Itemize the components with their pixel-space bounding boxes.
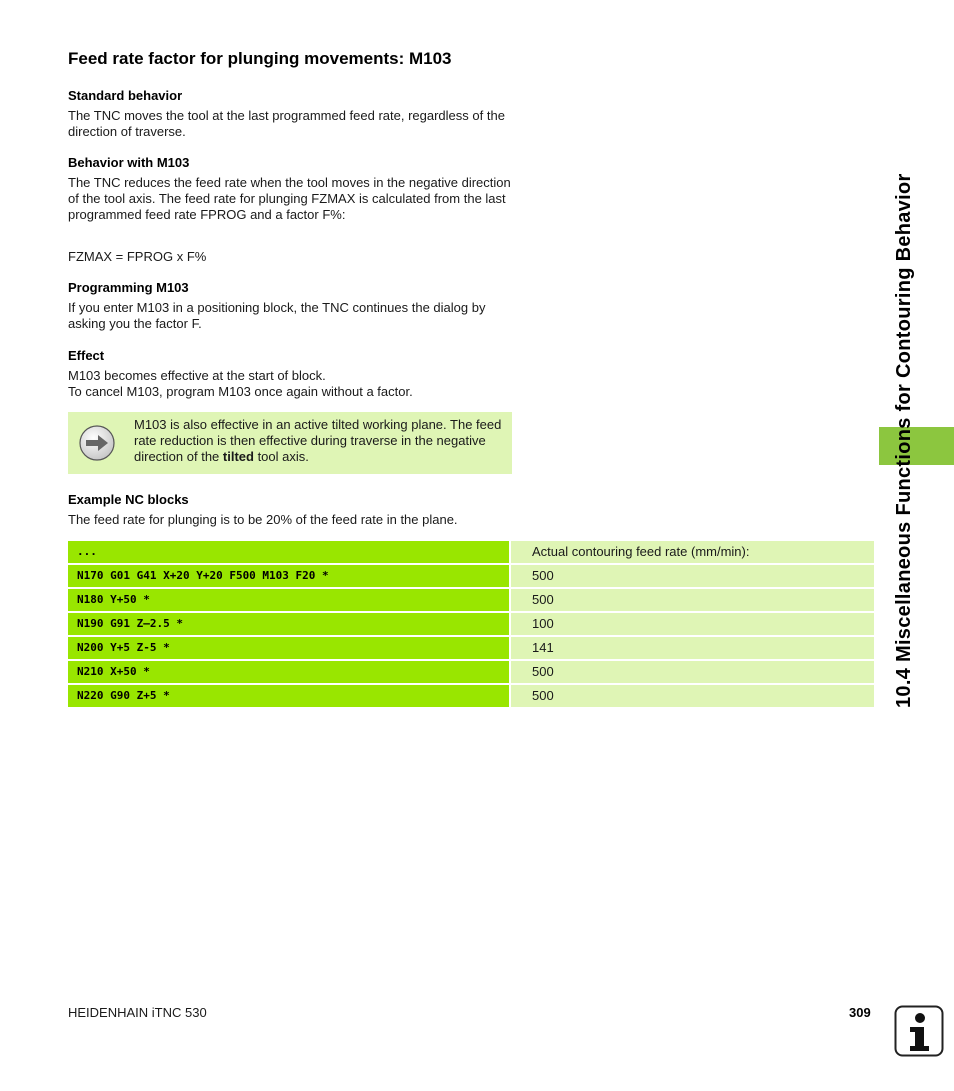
table-row [68,613,874,635]
nc-code-cell: N190 G91 Z–2.5 * [68,613,509,635]
note-bold-word: tilted [222,449,254,464]
text-example-nc-blocks: The feed rate for plunging is to be 20% of the feed rate in the plane. [68,512,458,527]
text-effect-line1: M103 becomes effective at the start of block. [68,368,326,383]
feed-rate-cell: 500 [511,589,874,611]
nc-code-cell: N210 X+50 * [68,661,509,683]
nc-code-cell: N170 G01 G41 X+20 Y+20 F500 M103 F20 * [68,565,509,587]
heading-effect: Effect [68,348,105,363]
nc-code-cell: N200 Y+5 Z-5 * [68,637,509,659]
text-behavior-m103: The TNC reduces the feed rate when the tool moves in the negative direction of the tool axis. The feed rate for plunging FZMAX is calculated from the last programmed feed rate FPROG and a factor F%: [68,175,511,222]
table-row [68,589,874,611]
feed-rate-cell: 500 [511,565,874,587]
nc-code-cell: N220 G90 Z+5 * [68,685,509,707]
info-icon [894,1005,944,1057]
table-row [68,565,874,587]
heading-programming-m103: Programming M103 [68,280,189,295]
feed-rate-cell: Actual contouring feed rate (mm/min): [511,541,874,563]
chapter-tab-marker [879,427,954,465]
feed-rate-cell: 500 [511,661,874,683]
page-title: Feed rate factor for plunging movements: M103 [68,49,452,68]
note-box [68,412,512,474]
arrow-right-icon [79,425,115,461]
formula-fzmax: FZMAX = FPROG x F% [68,249,207,264]
table-row [68,637,874,659]
nc-code-cell: ... [68,541,509,563]
heading-behavior-m103: Behavior with M103 [68,155,190,170]
nc-blocks-table [68,541,874,709]
feed-rate-cell: 100 [511,613,874,635]
feed-rate-cell: 141 [511,637,874,659]
heading-standard-behavior: Standard behavior [68,88,183,103]
text-standard-behavior: The TNC moves the tool at the last programmed feed rate, regardless of the direction of traverse. [68,108,505,139]
table-row [68,685,874,707]
text-effect-line2: To cancel M103, program M103 once again without a factor. [68,384,413,399]
note-text: M103 is also effective in an active tilted working plane. The feed rate reduction is then effective during traverse in the negative direction of the tilted tool axis. [134,417,502,464]
table-row [68,541,874,563]
feed-rate-cell: 500 [511,685,874,707]
nc-code-cell: N180 Y+50 * [68,589,509,611]
footer-product-name: HEIDENHAIN iTNC 530 [68,1005,207,1020]
footer-page-number: 309 [849,1005,871,1020]
table-row [68,661,874,683]
text-programming-m103: If you enter M103 in a positioning block, the TNC continues the dialog by asking you the factor F. [68,300,486,331]
chapter-side-title: 10.4 Miscellaneous Functions for Contouring Behavior [893,173,915,708]
heading-example-nc-blocks: Example NC blocks [68,492,189,507]
